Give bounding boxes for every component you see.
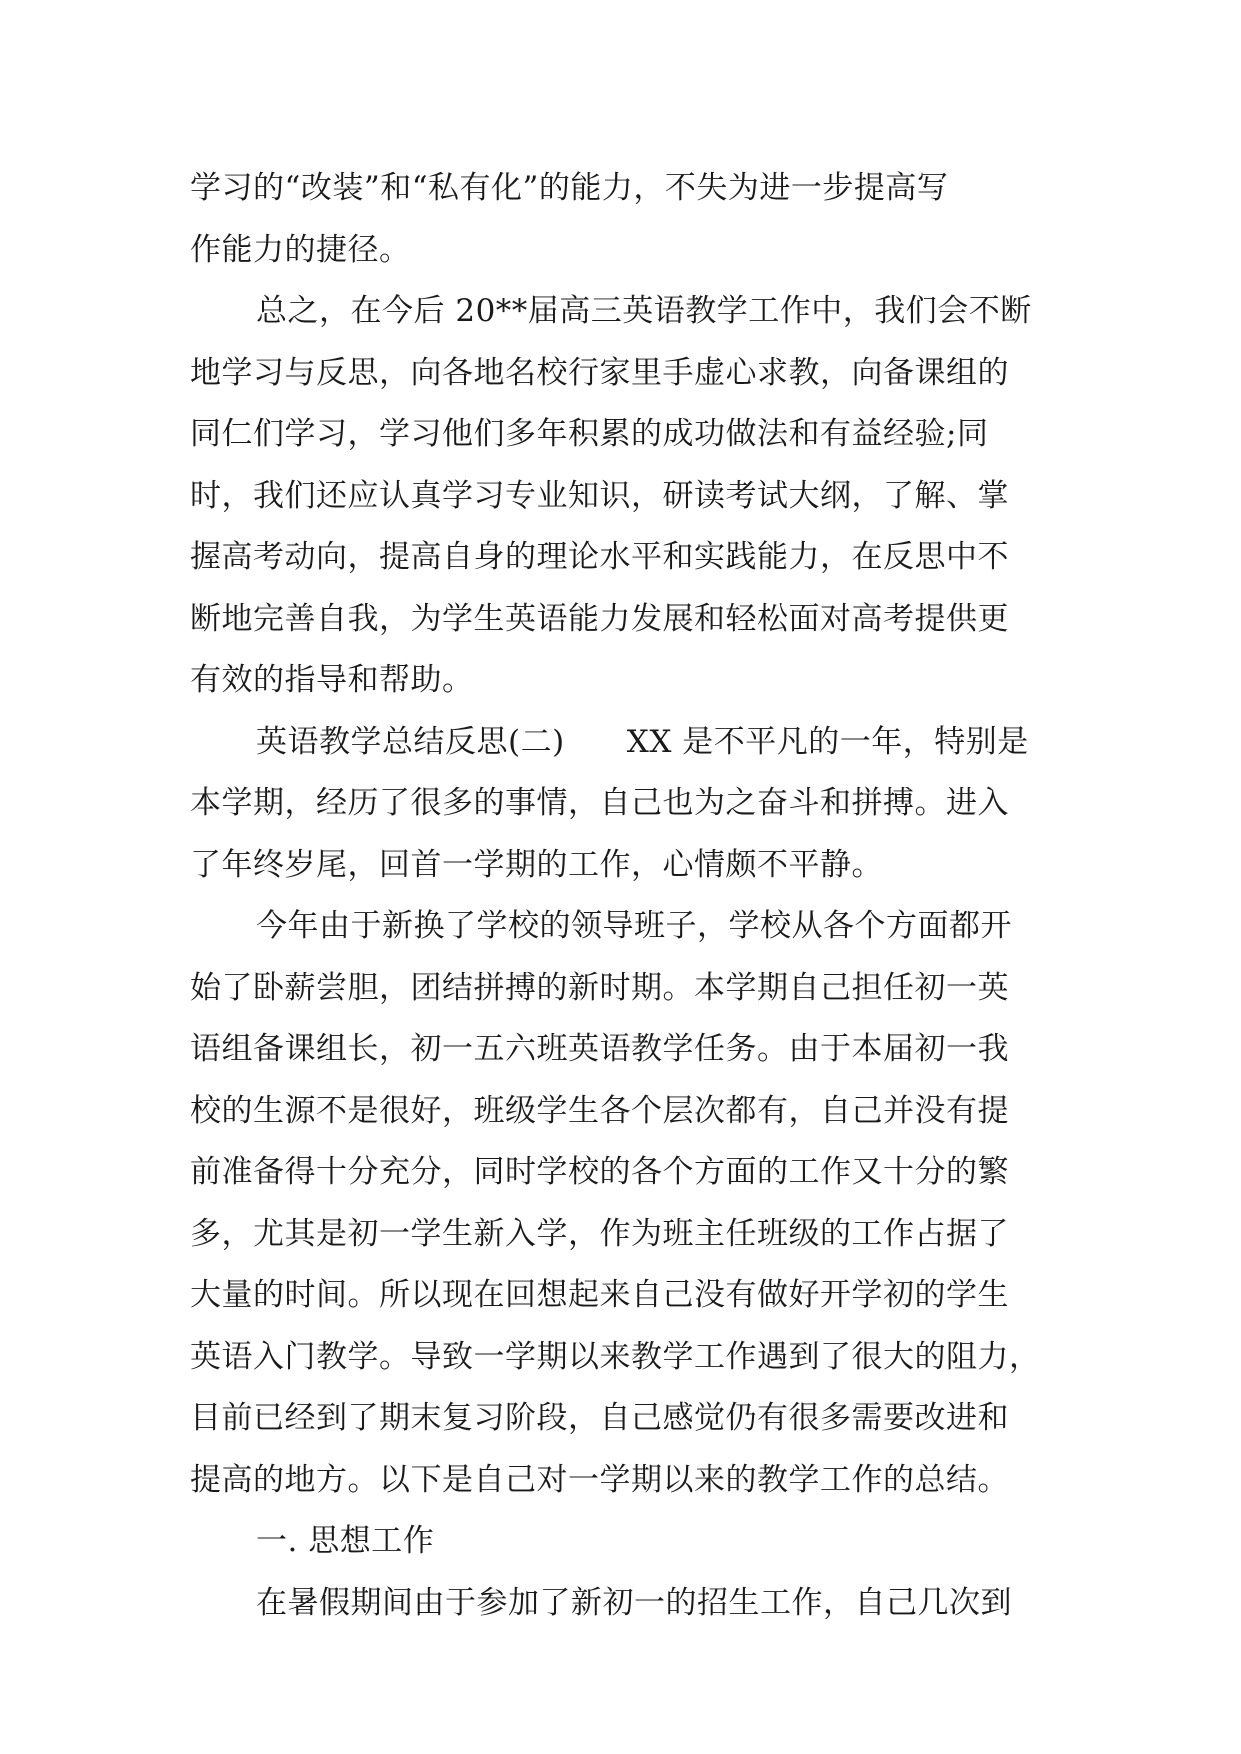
text-line: 同仁们学习，学习他们多年积累的成功做法和有益经验;同 — [190, 416, 989, 452]
text-line: 前准备得十分充分，同时学校的各个方面的工作又十分的繁 — [190, 1154, 1009, 1190]
text-line: 本学期，经历了很多的事情，自己也为之奋斗和拼搏。进入 — [190, 785, 1009, 821]
text-line: 总之，在今后 20**届高三英语教学工作中，我们会不断 — [256, 293, 1032, 329]
text-line: 校的生源不是很好，班级学生各个层次都有，自己并没有提 — [190, 1092, 1009, 1129]
text-line: 目前已经到了期末复习阶段，自己感觉仍有很多需要改进和 — [190, 1400, 1009, 1436]
text-line: 握高考动向，提高自身的理论水平和实践能力，在反思中不 — [190, 539, 1009, 575]
text-line: 始了卧薪尝胆，团结拼搏的新时期。本学期自己担任初一英 — [190, 969, 1009, 1006]
text-line: 断地完善自我，为学生英语能力发展和轻松面对高考提供更 — [190, 600, 1009, 637]
text-line: 大量的时间。所以现在回想起来自己没有做好开学初的学生 — [190, 1277, 1009, 1313]
text-line: 英语教学总结反思(二) XX 是不平凡的一年，特别是 — [256, 723, 1029, 760]
text-line: 语组备课组长，初一五六班英语教学任务。由于本届初一我 — [190, 1031, 1009, 1067]
text-line: 英语入门教学。导致一学期以来教学工作遇到了很大的阻力， — [190, 1338, 1041, 1375]
text-line: 一. 思想工作 — [256, 1523, 435, 1559]
text-line: 时，我们还应认真学习专业知识，研读考试大纲，了解、掌 — [190, 477, 1009, 514]
text-line: 有效的指导和帮助。 — [190, 662, 474, 698]
text-line: 今年由于新换了学校的领导班子，学校从各个方面都开 — [256, 908, 1012, 944]
text-line: 提高的地方。以下是自己对一学期以来的教学工作的总结。 — [190, 1461, 1009, 1498]
text-line: 多，尤其是初一学生新入学，作为班主任班级的工作占据了 — [190, 1215, 1009, 1252]
document-body — [190, 158, 1054, 1634]
text-line: 作能力的捷径。 — [190, 231, 411, 268]
text-line: 学习的“改装”和“私有化”的能力，不失为进一步提高写 — [190, 170, 949, 206]
text-line: 了年终岁尾，回首一学期的工作，心情颇不平静。 — [190, 846, 883, 883]
text-line: 地学习与反思，向各地名校行家里手虚心求教，向备课组的 — [190, 354, 1009, 391]
text-line: 在暑假期间由于参加了新初一的招生工作，自己几次到 — [256, 1584, 1012, 1621]
